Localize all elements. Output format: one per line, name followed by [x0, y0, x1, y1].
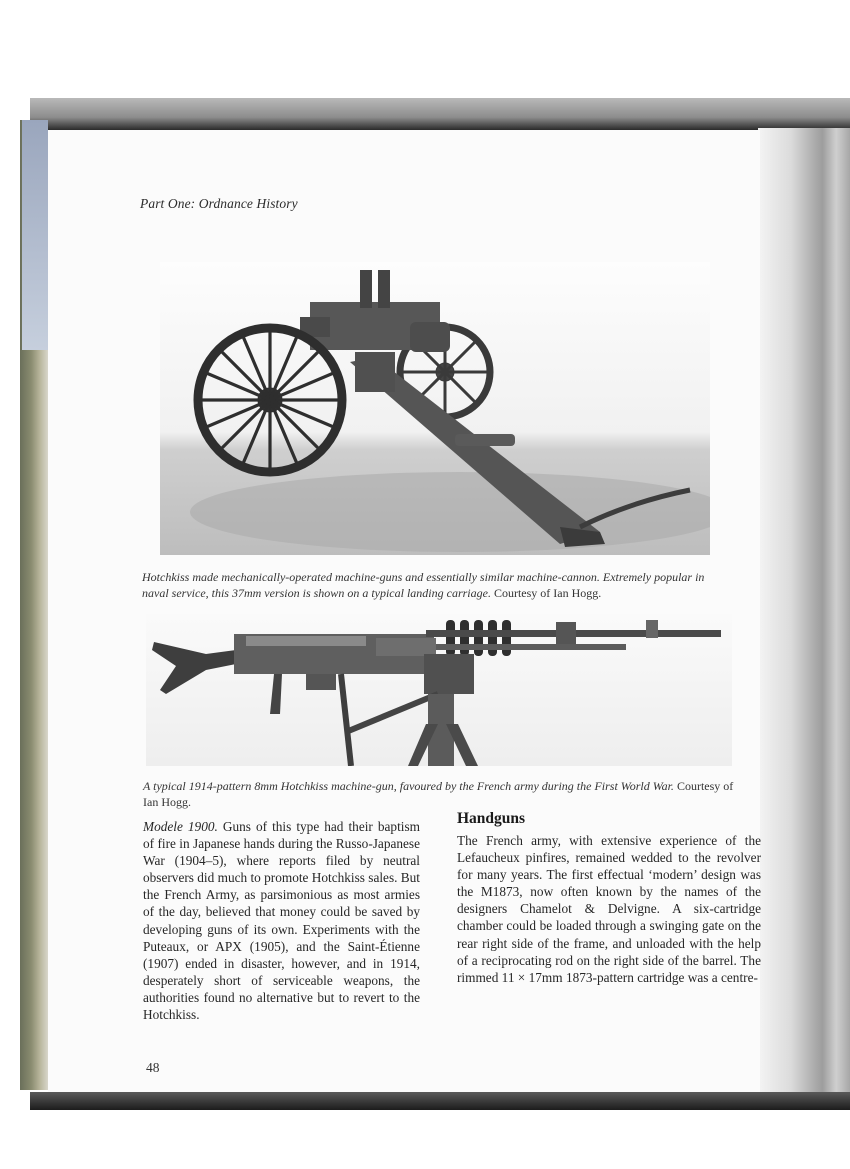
- scan-top-edge: [30, 98, 850, 130]
- photo-hotchkiss-1914-machine-gun: [146, 614, 732, 766]
- left-column-text: [143, 818, 420, 1023]
- page-number: 48: [146, 1060, 160, 1075]
- scan-left-edge-top: [22, 120, 48, 350]
- running-head: Part One: Ordnance History: [140, 196, 298, 211]
- section-heading-handguns: Handguns: [457, 810, 526, 827]
- figure1-caption-text: Hotchkiss made mechanically-operated machine-guns and essentially similar machine-cannon. Extremely popular in naval service, this 37mm version is shown on a typical landing carriage.: [142, 570, 705, 600]
- left-column-lead: Modele 1900.: [143, 819, 218, 834]
- photo-hotchkiss-37mm-landing-carriage: [160, 262, 710, 555]
- figure2-caption-credit: Courtesy of Ian Hogg.: [143, 779, 734, 809]
- figure1-caption: [142, 570, 727, 601]
- book-spine-shadow: [758, 128, 850, 1098]
- figure1-caption-credit: Courtesy of Ian Hogg.: [490, 585, 602, 600]
- right-column-text: The French army, with extensive experience of the Lefaucheux pinfires, remained wedded to the revolver for many years. The first effectual ‘modern’ design was the M1873, now often known by the names of the designers Chamelot & Delvigne. A six-cartridge chamber could be loaded through a swinging gate on the rear right side of the frame, and unloaded with the help of a reciprocating rod on the right side of the barrel. The rimmed 11 × 17mm 1873-pattern cartridge was a centre-: [457, 833, 761, 985]
- left-column-body: Guns of this type had their baptism of fire in Japanese hands during the Russo-Japanese War (1904–5), where reports filed by neutral observers did much to promote Hotchkiss sales. But the French Army, as parsimonious as most armies of the day, believed that money could be saved by developing guns of its own. Experiments with the Puteaux, or APX (1905), and the Saint-Étienne (1907) ended in disaster, however, and in 1914, desperately short of serviceable weapons, the authorities found no alternative but to revert to the Hotchkiss.: [143, 819, 420, 1023]
- scan-bottom-edge: [30, 1092, 850, 1110]
- figure2-caption: [143, 779, 743, 810]
- figure2-caption-text: A typical 1914-pattern 8mm Hotchkiss machine-gun, favoured by the French army during the First World War.: [143, 779, 674, 793]
